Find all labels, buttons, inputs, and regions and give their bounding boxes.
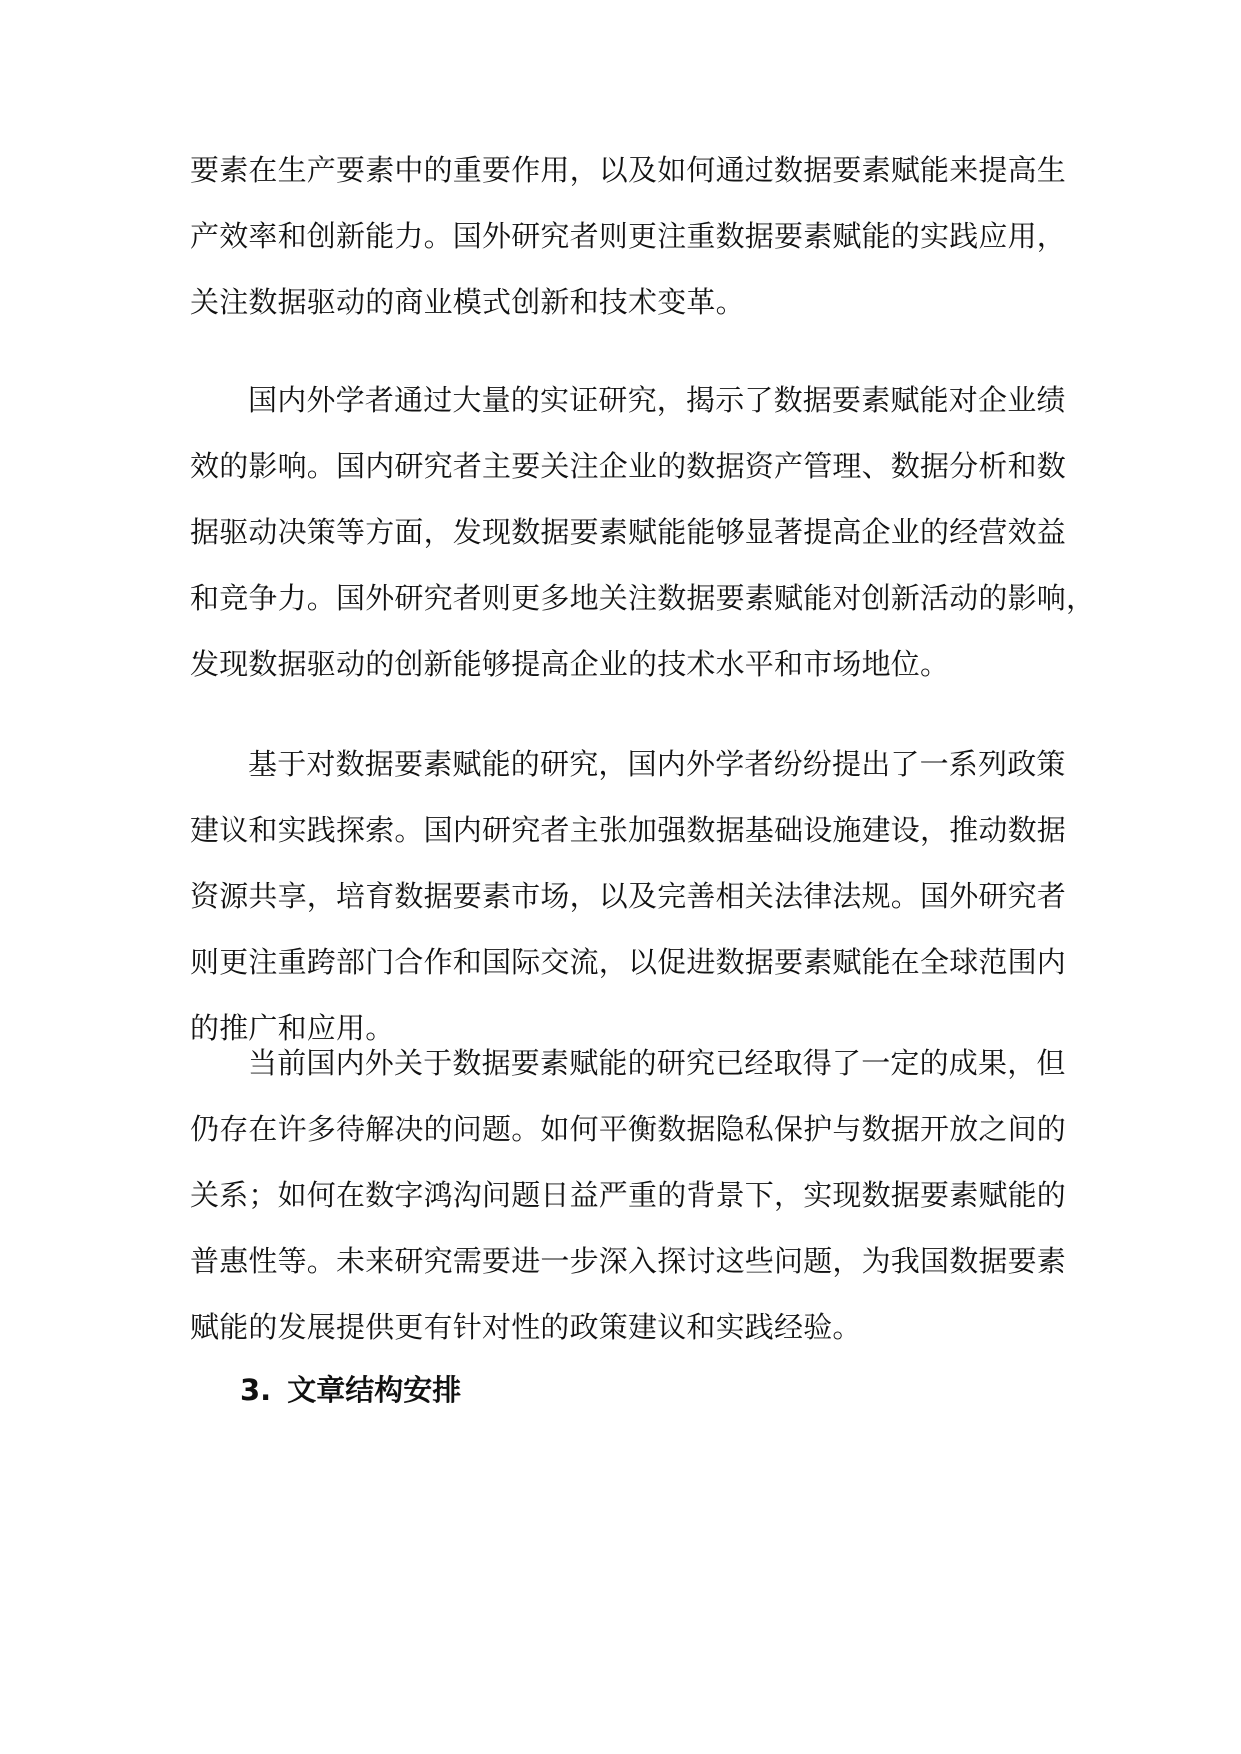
text-line: 当前国内外关于数据要素赋能的研究已经取得了一定的成果，但: [248, 1046, 1066, 1080]
text-line: 国内外学者通过大量的实证研究，揭示了数据要素赋能对企业绩: [248, 383, 1066, 417]
section-title: 文章结构安排: [287, 1373, 462, 1407]
text-line: 则更注重跨部门合作和国际交流，以促进数据要素赋能在全球范围内: [190, 945, 1067, 979]
text-line: 要素在生产要素中的重要作用，以及如何通过数据要素赋能来提高生: [190, 153, 1067, 187]
section-heading: [240, 1370, 461, 1410]
text-line: 仍存在许多待解决的问题。如何平衡数据隐私保护与数据开放之间的: [190, 1112, 1067, 1146]
text-line: 资源共享，培育数据要素市场，以及完善相关法律法规。国外研究者: [190, 879, 1067, 913]
text-line: 产效率和创新能力。国外研究者则更注重数据要素赋能的实践应用，: [190, 219, 1067, 253]
text-line: 效的影响。国内研究者主要关注企业的数据资产管理、数据分析和数: [190, 449, 1067, 483]
text-line: 关注数据驱动的商业模式创新和技术变革。: [190, 285, 745, 319]
text-line: 普惠性等。未来研究需要进一步深入探讨这些问题，为我国数据要素: [190, 1244, 1067, 1278]
text-line: 据驱动决策等方面，发现数据要素赋能能够显著提高企业的经营效益: [190, 515, 1067, 549]
text-line: 发现数据驱动的创新能够提高企业的技术水平和市场地位。: [190, 647, 950, 681]
text-line: 建议和实践探索。国内研究者主张加强数据基础设施建设，推动数据: [190, 813, 1067, 847]
section-number: 3.: [240, 1373, 272, 1407]
text-line: 关系；如何在数字鸿沟问题日益严重的背景下，实现数据要素赋能的: [190, 1178, 1067, 1212]
text-line: 基于对数据要素赋能的研究，国内外学者纷纷提出了一系列政策: [248, 747, 1066, 781]
text-line: 赋能的发展提供更有针对性的政策建议和实践经验。: [190, 1310, 862, 1344]
text-line: 和竞争力。国外研究者则更多地关注数据要素赋能对创新活动的影响，: [190, 581, 1096, 615]
text-line: 的推广和应用。: [190, 1011, 395, 1045]
